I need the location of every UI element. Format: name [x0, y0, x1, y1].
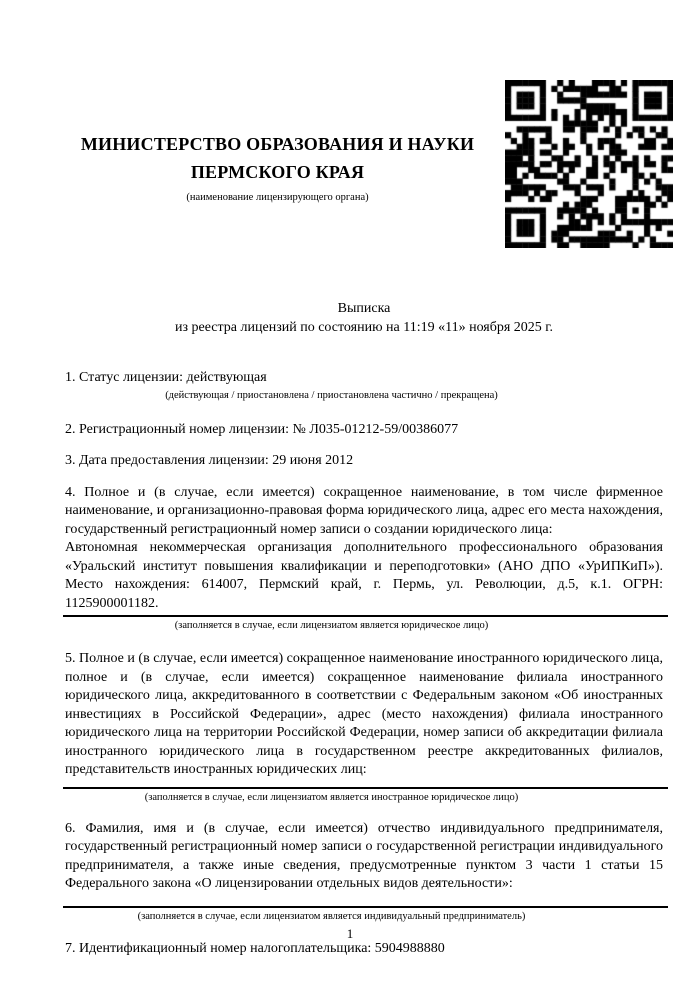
item-3-grant-date: 3. Дата предоставления лицензии: 29 июня 2012 [65, 453, 354, 468]
item-6-caption: (заполняется в случае, если лицензиатом является индивидуальный предприниматель) [137, 910, 526, 922]
item-1-license-status: 1. Статус лицензии: действующая [65, 370, 267, 385]
item-2-registration-number: 2. Регистрационный номер лицензии: № Л035-01212-59/00386077 [65, 421, 459, 437]
item-5-caption: (заполняется в случае, если лицензиатом является иностранное юридическое лицо) [144, 791, 519, 803]
authority-name-caption: (наименование лицензирующего органа) [186, 192, 369, 203]
item-1-caption: (действующая / приостановлена / приостановлена частично / прекращена) [165, 389, 498, 401]
document-body [65, 300, 663, 958]
item-4-caption: (заполняется в случае, если лицензиатом является юридическое лицо) [174, 620, 489, 631]
authority-name-line1: МИНИСТЕРСТВО ОБРАЗОВАНИЯ И НАУКИ [80, 134, 475, 154]
document-title-line1: Выписка [337, 301, 391, 316]
fill-line-item-6 [63, 906, 668, 908]
document-title [65, 300, 663, 337]
qr-code-icon [505, 80, 673, 248]
document-title-line2: из реестра лицензий по состоянию на 11:19 «11» ноября 2025 г. [175, 319, 553, 335]
item-5-foreign-entity-text: 5. Полное и (в случае, если имеется) сокращенное наименование иностранного юридического лица, полное и (в случае, если имеется) сокращенное наименование филиала иностранного юридического лица, аккредитованного в соответствии с Федеральным законом «Об иностранных инвестициях в Российской Федерации», адрес (место нахождения) филиала иностранного юридического лица на территории Российской Федерации, номер записи об аккредитации филиала иностранного юридического лица в государственном реестре аккредитованных филиалов, представительств иностранных юридических лиц: [65, 651, 663, 777]
item-6-entrepreneur-text: 6. Фамилия, имя и (в случае, если имеется) отчество индивидуального предпринимателя, государственный регистрационный номер записи о государственной регистрации индивидуального предпринимателя, а также иные сведения, предусмотренные пунктом 3 части 1 статьи 15 Федерального закона «О лицензировании отдельных видов деятельности»: [65, 820, 663, 891]
fill-line-item-4 [63, 615, 668, 617]
authority-name-line2: ПЕРМСКОГО КРАЯ [190, 162, 365, 182]
fill-line-item-5 [63, 787, 668, 789]
item-4-legal-entity-value: Автономная некоммерческая организация дополнительного профессионального образования «Уральский институт повышения квалификации и переподготовки» (АНО ДПО «УрИПКиП»). Место нахождения: 614007, Пермский край, г. Пермь, ул. Революции, д.5, к.1. ОГРН: 1125900001182. [65, 540, 663, 611]
licensing-authority-header [55, 130, 500, 204]
page-number: 1 [346, 926, 354, 941]
item-7-taxpayer-number: 7. Идентификационный номер налогоплательщика: 5904988880 [65, 940, 445, 956]
item-4-legal-entity-text: 4. Полное и (в случае, если имеется) сокращенное наименование, в том числе фирменное наименование, и организационно-правовая форма юридического лица, адрес его места нахождения, государственный регистрационный номер записи о создании юридического лица: [65, 484, 663, 537]
